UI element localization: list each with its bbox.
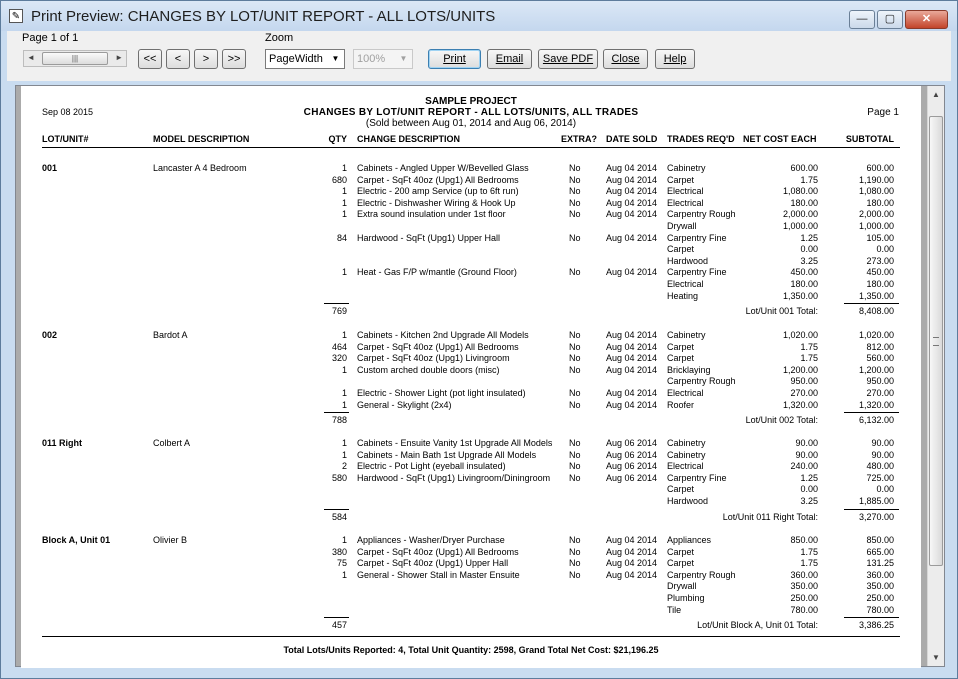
lot-number: 001 (42, 163, 58, 173)
report-project: SAMPLE PROJECT (425, 96, 517, 107)
row-net-cost: 90.00 (795, 449, 818, 460)
row-trade: Carpet (667, 484, 695, 495)
row-change-description: Electric - Pot Light (eyeball insulated) (357, 461, 506, 472)
row-change-description: Hardwood - SqFt (Upg1) Livingroom/Diningroom (357, 472, 551, 483)
next-page-button[interactable]: > (194, 49, 218, 69)
close-window-button[interactable]: ✕ (905, 10, 948, 29)
row-trade: Carpentry Rough (667, 376, 736, 387)
row-net-cost: 3.25 (800, 496, 818, 506)
lot-model: Colbert A (153, 438, 191, 448)
col-header-extra: EXTRA? (561, 134, 597, 144)
row-qty: 75 (336, 558, 347, 569)
row-change-description: Electric - 200 amp Service (up to 6ft run) (357, 186, 519, 197)
page-scrollbar[interactable] (23, 50, 127, 67)
row-net-cost: 1,080.00 (782, 186, 818, 197)
row-net-cost: 0.00 (800, 244, 818, 255)
report-subtitle: (Sold between Aug 01, 2014 and Aug 06, 2014) (365, 118, 577, 129)
lot-number: Block A, Unit 01 (42, 535, 111, 545)
scroll-down-arrow-icon[interactable]: ▼ (932, 653, 940, 662)
lot-qty-total: 584 (331, 511, 347, 522)
row-change-description: Custom arched double doors (misc) (357, 364, 500, 375)
row-qty: 464 (331, 341, 347, 352)
row-change-description: Carpet - SqFt 40oz (Upg1) Livingroom (357, 353, 510, 364)
row-net-cost: 240.00 (790, 461, 818, 472)
row-net-cost: 1.75 (800, 558, 818, 569)
row-qty: 1 (341, 535, 347, 545)
zoom-mode-value: PageWidth (269, 53, 323, 65)
row-net-cost: 1,350.00 (782, 290, 818, 301)
row-subtotal: 180.00 (866, 197, 894, 208)
row-date-sold: Aug 04 2014 (606, 197, 658, 208)
row-net-cost: 180.00 (790, 197, 818, 208)
row-date-sold: Aug 06 2014 (606, 449, 658, 460)
row-subtotal: 350.00 (866, 581, 894, 592)
row-trade: Roofer (667, 399, 695, 410)
save-pdf-button[interactable]: Save PDF (538, 49, 598, 69)
row-extra: No (569, 232, 581, 243)
row-qty: 580 (331, 472, 347, 483)
row-date-sold: Aug 04 2014 (606, 558, 658, 569)
row-extra: No (569, 209, 581, 220)
row-net-cost: 1,200.00 (782, 364, 818, 375)
row-qty: 2 (341, 461, 347, 472)
row-subtotal: 480.00 (866, 461, 894, 472)
row-trade: Heating (667, 290, 699, 301)
row-date-sold: Aug 04 2014 (606, 232, 658, 243)
row-subtotal: 273.00 (866, 255, 894, 266)
row-date-sold: Aug 06 2014 (606, 438, 658, 448)
row-extra: No (569, 399, 581, 410)
row-subtotal: 1,020.00 (858, 330, 894, 340)
row-net-cost: 350.00 (790, 581, 818, 592)
row-net-cost: 1.25 (800, 232, 818, 243)
app-icon: ✎ (9, 9, 23, 23)
page-indicator: Page 1 of 1 (22, 32, 79, 44)
row-subtotal: 1,350.00 (858, 290, 894, 301)
col-header-trade: TRADES REQ'D (667, 134, 735, 144)
header-divider (42, 147, 900, 148)
row-trade: Cabinetry (667, 438, 706, 448)
row-net-cost: 2,000.00 (782, 209, 818, 220)
row-trade: Carpentry Fine (667, 267, 727, 278)
row-extra: No (569, 364, 581, 375)
lot-total-label: Lot/Unit Block A, Unit 01 Total: (697, 620, 818, 631)
row-extra: No (569, 472, 581, 483)
title-bar[interactable] (1, 1, 957, 31)
row-trade: Electrical (667, 388, 704, 398)
row-extra: No (569, 438, 581, 448)
qty-total-rule (324, 509, 349, 510)
row-trade: Tile (667, 604, 682, 615)
subtotal-rule (844, 509, 899, 510)
row-change-description: General - Shower Stall in Master Ensuite (357, 569, 520, 580)
row-subtotal: 812.00 (866, 341, 894, 352)
row-subtotal: 90.00 (871, 449, 894, 460)
row-subtotal: 250.00 (866, 593, 894, 603)
row-date-sold: Aug 04 2014 (606, 535, 658, 545)
row-date-sold: Aug 04 2014 (606, 364, 658, 375)
row-extra: No (569, 449, 581, 460)
row-net-cost: 850.00 (790, 535, 818, 545)
row-trade: Carpentry Fine (667, 232, 727, 243)
lot-total-amount: 6,132.00 (858, 415, 894, 426)
row-subtotal: 725.00 (866, 472, 894, 483)
zoom-label: Zoom (265, 32, 294, 44)
col-header-subtotal: SUBTOTAL (845, 134, 894, 144)
row-extra: No (569, 174, 581, 185)
row-extra: No (569, 353, 581, 364)
row-trade: Carpet (667, 341, 695, 352)
minimize-button[interactable]: — (849, 10, 875, 29)
row-change-description: General - Skylight (2x4) (357, 399, 452, 410)
row-trade: Electrical (667, 461, 704, 472)
row-date-sold: Aug 04 2014 (606, 399, 658, 410)
print-button[interactable]: Print (428, 49, 481, 69)
row-qty: 1 (341, 399, 347, 410)
subtotal-rule (844, 412, 899, 413)
row-extra: No (569, 388, 581, 398)
row-date-sold: Aug 04 2014 (606, 330, 658, 340)
row-trade: Carpet (667, 174, 695, 185)
row-net-cost: 780.00 (790, 604, 818, 615)
row-date-sold: Aug 04 2014 (606, 186, 658, 197)
footer-divider (42, 636, 900, 637)
row-date-sold: Aug 04 2014 (606, 209, 658, 220)
row-subtotal: 105.00 (866, 232, 894, 243)
row-qty: 1 (341, 449, 347, 460)
qty-total-rule (324, 303, 349, 304)
lot-model: Lancaster A 4 Bedroom (153, 163, 247, 173)
vertical-scrollbar[interactable] (927, 86, 944, 666)
row-net-cost: 950.00 (790, 376, 818, 387)
zoom-percent-select (353, 49, 413, 69)
row-change-description: Extra sound insulation under 1st floor (357, 209, 506, 220)
row-subtotal: 360.00 (866, 569, 894, 580)
row-net-cost: 600.00 (790, 163, 818, 173)
row-subtotal: 90.00 (871, 438, 894, 448)
row-trade: Carpentry Fine (667, 472, 727, 483)
row-net-cost: 450.00 (790, 267, 818, 278)
subtotal-rule (844, 303, 899, 304)
row-trade: Appliances (667, 535, 712, 545)
lot-total-amount: 8,408.00 (858, 306, 894, 317)
row-net-cost: 270.00 (790, 388, 818, 398)
lot-qty-total: 769 (331, 306, 347, 317)
maximize-button[interactable]: ▢ (877, 10, 903, 29)
lot-qty-total: 788 (331, 415, 347, 426)
row-qty: 1 (341, 364, 347, 375)
page-scroll-thumb[interactable]: ||| (42, 52, 108, 65)
previous-page-button[interactable]: < (166, 49, 190, 69)
row-change-description: Electric - Shower Light (pot light insulated) (357, 388, 526, 398)
chevron-down-icon: ▼ (399, 54, 408, 63)
row-qty: 1 (341, 388, 347, 398)
row-extra: No (569, 163, 581, 173)
row-trade: Carpet (667, 244, 695, 255)
row-extra: No (569, 330, 581, 340)
row-trade: Electrical (667, 186, 704, 197)
row-qty: 1 (341, 569, 347, 580)
row-trade: Cabinetry (667, 449, 706, 460)
row-net-cost: 1.75 (800, 546, 818, 557)
row-trade: Bricklaying (667, 364, 711, 375)
scroll-up-arrow-icon[interactable]: ▲ (932, 90, 940, 99)
col-header-net: NET COST EACH (743, 134, 817, 144)
first-page-button[interactable]: << (138, 49, 162, 69)
row-change-description: Cabinets - Angled Upper W/Bevelled Glass (357, 163, 529, 173)
scroll-left-arrow-icon[interactable]: ◄ (27, 53, 35, 62)
lot-total-amount: 3,386.25 (858, 620, 894, 631)
row-net-cost: 180.00 (790, 279, 818, 289)
row-change-description: Cabinets - Ensuite Vanity 1st Upgrade All Models (357, 438, 553, 448)
row-extra: No (569, 546, 581, 557)
row-subtotal: 665.00 (866, 546, 894, 557)
zoom-mode-select[interactable] (265, 49, 345, 69)
help-button[interactable]: Help (655, 49, 695, 69)
row-change-description: Cabinets - Main Bath 1st Upgrade All Models (357, 449, 537, 460)
row-qty: 1 (341, 209, 347, 220)
row-net-cost: 1,320.00 (782, 399, 818, 410)
row-trade: Carpentry Rough (667, 209, 736, 220)
row-trade: Carpet (667, 353, 695, 364)
report-page (21, 86, 921, 668)
qty-total-rule (324, 412, 349, 413)
row-qty: 1 (341, 163, 347, 173)
row-change-description: Appliances - Washer/Dryer Purchase (357, 535, 505, 545)
row-extra: No (569, 197, 581, 208)
row-subtotal: 0.00 (876, 244, 894, 255)
col-header-lot: LOT/UNIT# (42, 134, 89, 144)
row-date-sold: Aug 04 2014 (606, 267, 658, 278)
row-change-description: Carpet - SqFt 40oz (Upg1) All Bedrooms (357, 546, 519, 557)
row-trade: Carpentry Rough (667, 569, 736, 580)
col-header-date: DATE SOLD (606, 134, 658, 144)
preview-viewport[interactable] (15, 85, 945, 667)
row-trade: Carpet (667, 546, 695, 557)
row-extra: No (569, 461, 581, 472)
report-page-number: Page 1 (867, 107, 899, 118)
grand-total-line: Total Lots/Units Reported: 4, Total Unit Quantity: 2598, Grand Total Net Cost: $21,196.25 (283, 645, 659, 655)
row-net-cost: 0.00 (800, 484, 818, 495)
close-button[interactable]: Close (603, 49, 648, 69)
row-trade: Drywall (667, 581, 697, 592)
row-date-sold: Aug 04 2014 (606, 353, 658, 364)
row-trade: Electrical (667, 197, 704, 208)
lot-number: 011 Right (42, 438, 83, 448)
row-qty: 380 (331, 546, 347, 557)
lot-total-label: Lot/Unit 001 Total: (745, 306, 818, 317)
lot-total-label: Lot/Unit 002 Total: (745, 415, 818, 426)
scroll-right-arrow-icon[interactable]: ► (115, 53, 123, 62)
col-header-change: CHANGE DESCRIPTION (357, 134, 461, 144)
row-date-sold: Aug 04 2014 (606, 546, 658, 557)
row-qty: 320 (331, 353, 347, 364)
row-subtotal: 1,200.00 (858, 364, 894, 375)
row-net-cost: 1.25 (800, 472, 818, 483)
row-change-description: Electric - Dishwasher Wiring & Hook Up (357, 197, 516, 208)
row-date-sold: Aug 04 2014 (606, 163, 658, 173)
row-date-sold: Aug 04 2014 (606, 174, 658, 185)
row-qty: 1 (341, 330, 347, 340)
row-qty: 680 (331, 174, 347, 185)
lot-number: 002 (42, 330, 58, 340)
last-page-button[interactable]: >> (222, 49, 246, 69)
report-title: CHANGES BY LOT/UNIT REPORT - ALL LOTS/UNITS, ALL TRADES (303, 107, 639, 118)
lot-model: Olivier B (153, 535, 188, 545)
row-subtotal: 1,320.00 (858, 399, 894, 410)
toolbar (7, 31, 951, 81)
row-subtotal: 270.00 (866, 388, 894, 398)
row-change-description: Heat - Gas F/P w/mantle (Ground Floor) (357, 267, 517, 278)
row-net-cost: 90.00 (795, 438, 818, 448)
row-subtotal: 780.00 (866, 604, 894, 615)
row-trade: Electrical (667, 279, 704, 289)
row-trade: Plumbing (667, 593, 705, 603)
row-date-sold: Aug 04 2014 (606, 388, 658, 398)
row-extra: No (569, 569, 581, 580)
row-subtotal: 0.00 (876, 484, 894, 495)
row-change-description: Carpet - SqFt 40oz (Upg1) Upper Hall (357, 558, 509, 569)
row-extra: No (569, 341, 581, 352)
row-qty: 1 (341, 186, 347, 197)
row-subtotal: 1,190.00 (858, 174, 894, 185)
row-subtotal: 131.25 (866, 558, 894, 569)
row-qty: 1 (341, 267, 347, 278)
row-trade: Hardwood (667, 255, 709, 266)
col-header-model: MODEL DESCRIPTION (153, 134, 250, 144)
row-qty: 1 (341, 438, 347, 448)
row-subtotal: 600.00 (866, 163, 894, 173)
row-subtotal: 560.00 (866, 353, 894, 364)
row-change-description: Cabinets - Kitchen 2nd Upgrade All Models (357, 330, 529, 340)
subtotal-rule (844, 617, 899, 618)
row-change-description: Hardwood - SqFt (Upg1) Upper Hall (357, 232, 501, 243)
row-subtotal: 180.00 (866, 279, 894, 289)
row-net-cost: 360.00 (790, 569, 818, 580)
vertical-scroll-thumb[interactable] (929, 116, 943, 566)
row-net-cost: 1.75 (800, 174, 818, 185)
row-extra: No (569, 186, 581, 197)
col-header-qty: QTY (328, 134, 347, 144)
lot-qty-total: 457 (331, 620, 347, 631)
lot-model: Bardot A (153, 330, 188, 340)
row-subtotal: 2,000.00 (858, 209, 894, 220)
lot-total-label: Lot/Unit 011 Right Total: (722, 511, 818, 522)
row-trade: Carpet (667, 558, 695, 569)
row-extra: No (569, 535, 581, 545)
row-trade: Cabinetry (667, 163, 706, 173)
row-subtotal: 1,080.00 (858, 186, 894, 197)
row-change-description: Carpet - SqFt 40oz (Upg1) All Bedrooms (357, 341, 519, 352)
row-net-cost: 1,000.00 (782, 221, 818, 231)
row-qty: 1 (341, 197, 347, 208)
report-date: Sep 08 2015 (42, 107, 94, 117)
row-extra: No (569, 267, 581, 278)
row-date-sold: Aug 04 2014 (606, 569, 658, 580)
chevron-down-icon[interactable]: ▼ (331, 54, 340, 63)
qty-total-rule (324, 617, 349, 618)
row-date-sold: Aug 06 2014 (606, 461, 658, 472)
window-title: Print Preview: CHANGES BY LOT/UNIT REPORT - ALL LOTS/UNITS (31, 8, 496, 25)
row-change-description: Carpet - SqFt 40oz (Upg1) All Bedrooms (357, 174, 519, 185)
row-extra: No (569, 558, 581, 569)
row-subtotal: 1,885.00 (858, 496, 894, 506)
lot-total-amount: 3,270.00 (858, 511, 894, 522)
email-button[interactable]: Email (487, 49, 532, 69)
row-qty: 84 (336, 232, 347, 243)
row-net-cost: 1.75 (800, 341, 818, 352)
row-net-cost: 1,020.00 (782, 330, 818, 340)
row-trade: Drywall (667, 221, 697, 231)
row-trade: Cabinetry (667, 330, 706, 340)
row-date-sold: Aug 04 2014 (606, 341, 658, 352)
row-subtotal: 450.00 (866, 267, 894, 278)
row-subtotal: 950.00 (866, 376, 894, 387)
row-net-cost: 250.00 (790, 593, 818, 603)
row-date-sold: Aug 06 2014 (606, 472, 658, 483)
row-subtotal: 1,000.00 (858, 221, 894, 231)
row-subtotal: 850.00 (866, 535, 894, 545)
zoom-percent-value: 100% (357, 53, 386, 65)
row-net-cost: 3.25 (800, 255, 818, 266)
row-trade: Hardwood (667, 496, 709, 506)
row-net-cost: 1.75 (800, 353, 818, 364)
